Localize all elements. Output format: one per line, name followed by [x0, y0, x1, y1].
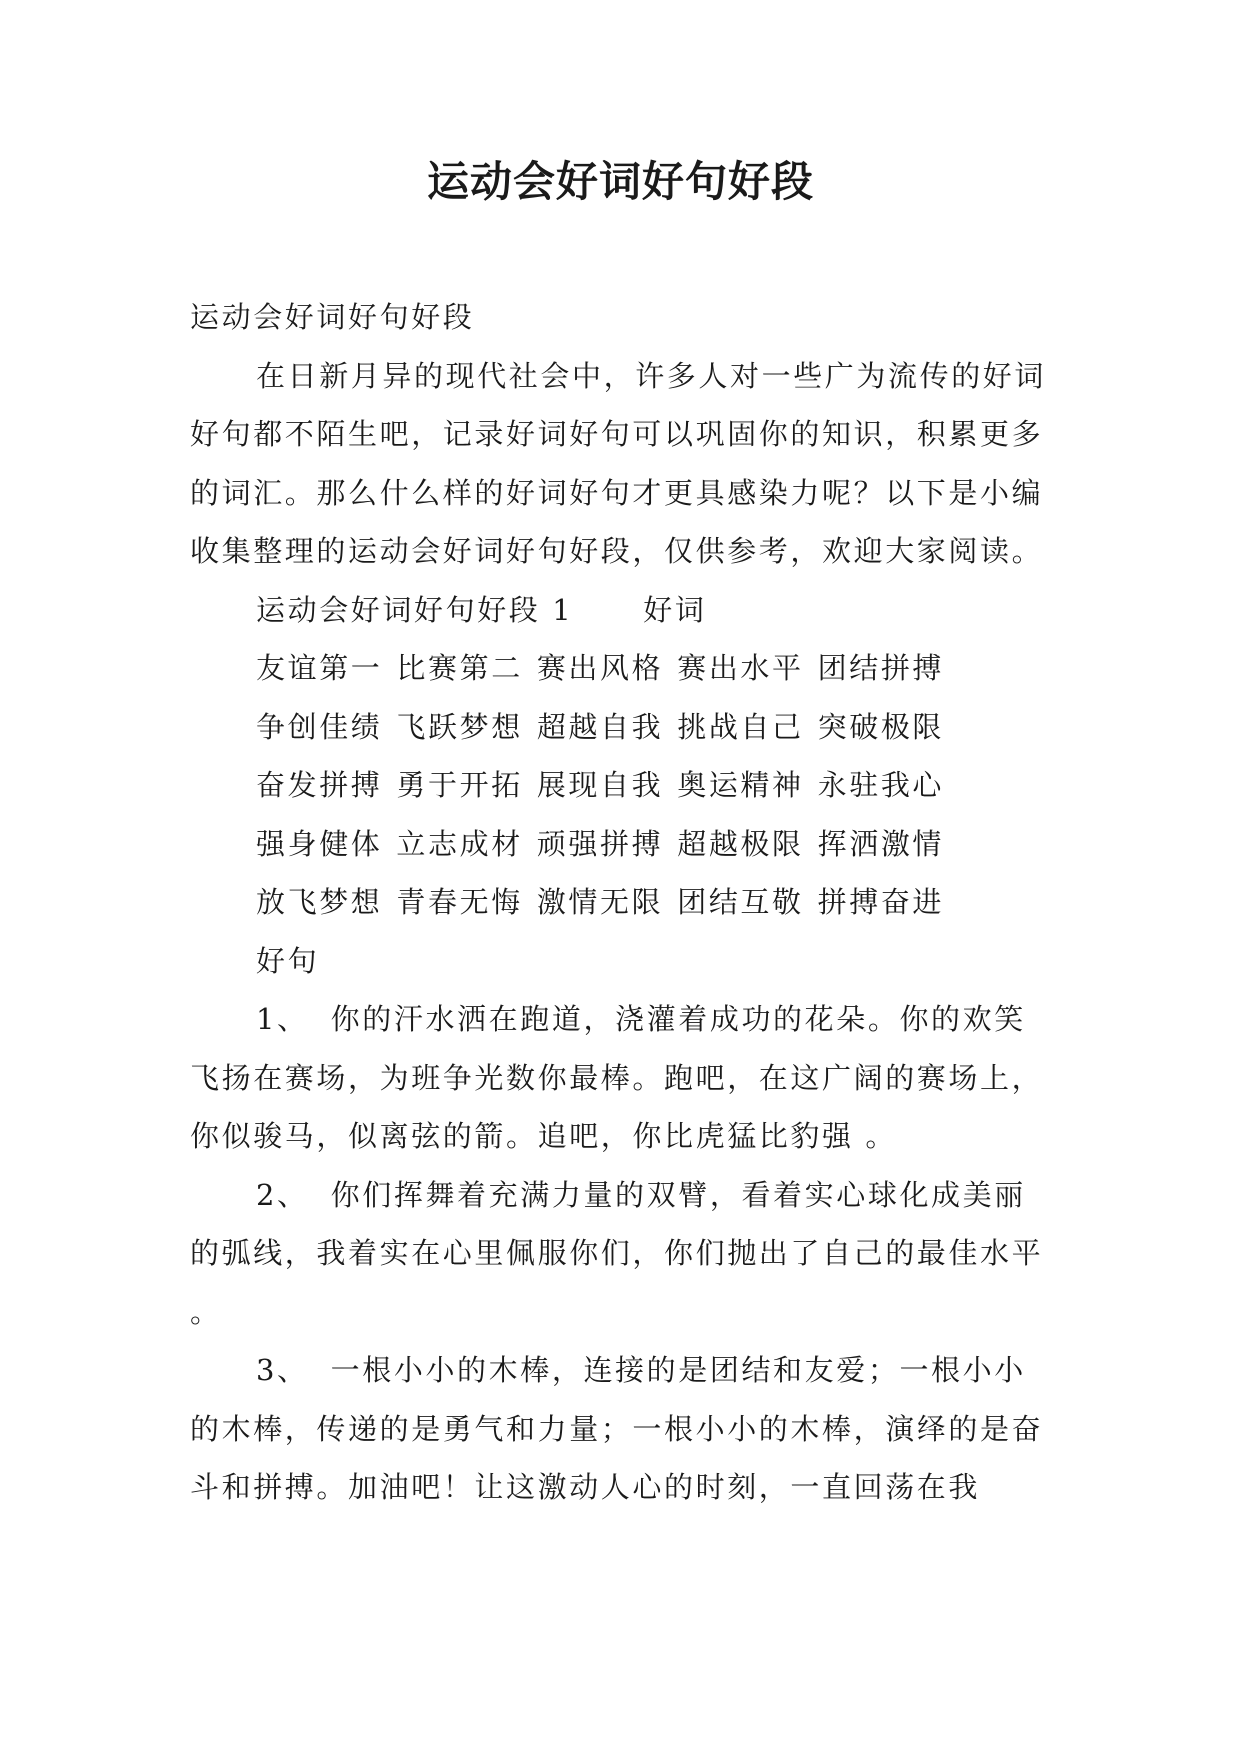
intro-paragraph: 在日新月异的现代社会中，许多人对一些广为流传的好词好句都不陌生吧，记录好词好句可以巩固你的知识，积累更多的词汇。那么什么样的好词好句才更具感染力呢？以下是小编收集整理的运动会好词好句好段，仅供参考，欢迎大家阅读。: [190, 358, 1047, 568]
sentence-number: 2、: [256, 1177, 309, 1212]
sentence-text: 一根小小的木棒，连接的是团结和友爱；一根小小的木棒，传递的是勇气和力量；一根小小的木棒，演绎的是奋斗和拼搏。加油吧！让这激动人心的时刻，一直回荡在我: [190, 1353, 1044, 1504]
section-heading-line: [190, 581, 1050, 640]
words-row: [190, 815, 1050, 874]
words-row: [190, 639, 1050, 698]
word-item: 赛出风格: [536, 651, 664, 685]
word-item: 团结拼搏: [817, 651, 945, 685]
word-item: 飞跃梦想: [396, 709, 523, 744]
document-title: 运动会好词好句好段: [426, 157, 814, 206]
sentence-item: [190, 990, 1050, 1166]
words-row: [190, 756, 1050, 815]
word-item: 永驻我心: [817, 768, 945, 802]
word-item: 比赛第二: [396, 651, 523, 685]
word-item: 超越极限: [677, 826, 804, 861]
word-item: 青春无悔: [396, 885, 523, 919]
word-item: 顽强拼搏: [536, 826, 664, 861]
word-item: 突破极限: [817, 709, 945, 744]
sentence-text: 你们挥舞着充满力量的双臂，看着实心球化成美丽的弧线，我着实在心里佩服你们，你们抛出了自己的最佳水平 。: [190, 1177, 1044, 1329]
word-item: 奥运精神: [677, 768, 804, 802]
word-item: 立志成材: [396, 826, 523, 861]
word-item: 放飞梦想: [256, 885, 383, 919]
sentence-text: 你的汗水洒在跑道，浇灌着成功的花朵。你的欢笑飞扬在赛场，为班争光数你最棒。跑吧，在这广阔的赛场上，你似骏马，似离弦的箭。追吧，你比虎猛比豹强 。: [190, 1002, 1044, 1153]
word-item: 争创佳绩: [256, 709, 383, 744]
word-item: 友谊第一: [256, 651, 383, 685]
word-item: 团结互敬: [677, 885, 804, 919]
word-item: 挥洒激情: [817, 826, 945, 861]
words-row: [190, 873, 1050, 932]
word-item: 奋发拼搏: [256, 768, 383, 802]
document-body: [190, 288, 1050, 1517]
word-item: 勇于开拓: [396, 768, 523, 802]
document-subtitle: 运动会好词好句好段: [190, 300, 475, 334]
sentences-heading: 好句: [256, 943, 320, 978]
section-title: 运动会好词好句好段 1: [256, 592, 574, 627]
sentence-number: 1、: [256, 1002, 309, 1036]
sentence-number: 3、: [256, 1353, 309, 1387]
word-item: 展现自我: [536, 768, 664, 802]
sentence-item: [190, 1341, 1050, 1517]
sentence-item: [190, 1166, 1050, 1342]
words-row: [190, 698, 1050, 757]
word-item: 强身健体: [256, 826, 383, 861]
word-item: 拼搏奋进: [817, 885, 945, 919]
word-item: 超越自我: [536, 709, 664, 744]
word-item: 挑战自己: [677, 709, 804, 744]
word-item: 赛出水平: [677, 651, 804, 685]
word-item: 激情无限: [536, 885, 664, 919]
words-heading: 好词: [643, 592, 707, 627]
